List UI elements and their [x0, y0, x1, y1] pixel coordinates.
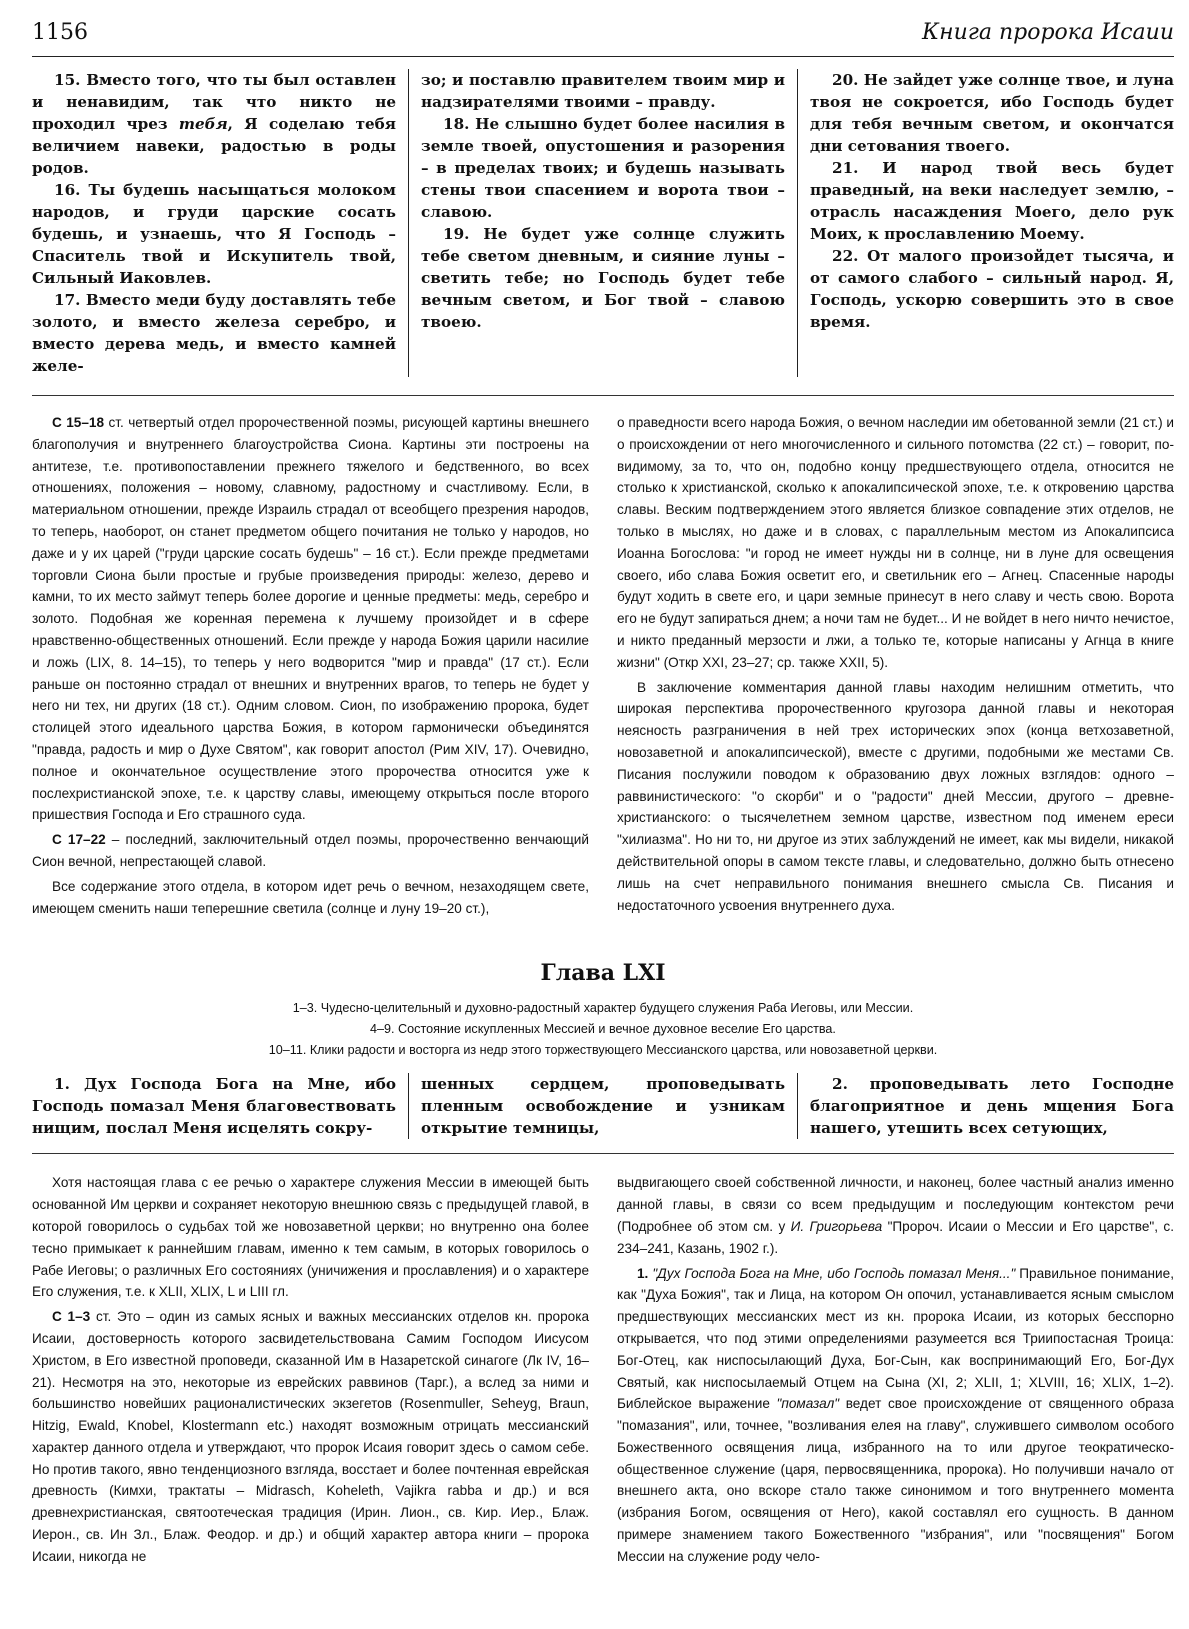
verse-2: 2. проповедывать лето Господне благоприятное и день мщения Бога нашего, утешить всех сетующих, — [810, 1075, 1174, 1138]
verse-18: 18. Не слышно будет более насилия в земле твоей, опустошения и разорения – в пределах твоих; и будешь называть стены твои спасением и ворота твои – славою. — [421, 115, 785, 221]
commentary-left-column — [32, 412, 603, 922]
scripture-column-3 — [797, 69, 1174, 377]
commentary-block-bottom — [32, 1172, 1174, 1570]
commentary-paragraph: Все содержание этого отдела, в котором идет речь о вечном, незаходящем свете, имеющем сменить наши теперешние светила (солнце и луну 19–20 ст.), — [32, 878, 589, 916]
scripture-column-1 — [32, 1073, 408, 1139]
page-number: 1156 — [32, 20, 88, 45]
book-page — [32, 10, 1174, 1620]
section-divider — [32, 395, 1174, 396]
scripture-column-2 — [408, 1073, 797, 1139]
verse-22: 22. От малого произойдет тысяча, и от самого слабого – сильный народ. Я, Господь, ускорю совершить это в свое время. — [810, 247, 1174, 331]
scripture-column-2 — [408, 69, 797, 377]
commentary-paragraph: выдвигающего своей собственной личности, и наконец, более частный анализ именно данной главы, в связи со всем предыдущим и последующим контекстом речи (Подробнее об этом см. у И. Григорьева "Пророч. Исаии о Мессии и Его царстве", с. 234–241, Казань, 1902 г.). — [617, 1175, 1174, 1256]
summary-line: 4–9. Состояние искупленных Мессией и вечное духовное веселие Его царства. — [370, 1022, 836, 1037]
chapter-summary — [32, 998, 1174, 1061]
commentary-paragraph: В заключение комментария данной главы находим нелишним отметить, что широкая перспектива пророчественного кругозора данной главы и некоторая неясность разграничения в ней трех исторических эпох (конца ветхозаветной, новозаветной и апокалипсической), вместе с другими, подобными же местами Св. Писания послужили поводом к образованию двух ложных взглядов: одного – раввинистического: "о скорби" и о "радости" дней Мессии, другого – древне-христианского: о тысячелетнем земном царстве, известном под именем ереси "хилиазма". Но ни то, ни другое из этих заблуждений не имеет, как мы видели, никакой действительной опоры в самом тексте главы, и следовательно, должно быть отнесено лишь на счет неправильного понимания внешнего смысла Св. Писания и недостаточного усвоения внутреннего духа. — [617, 679, 1174, 913]
summary-line: 1–3. Чудесно-целительный и духовно-радостный характер будущего служения Раба Иеговы, или Мессии. — [292, 1001, 914, 1016]
scripture-column-3 — [797, 1073, 1174, 1139]
summary-line: 10–11. Клики радости и восторга из недр этого торжествующего Мессианского царства, или новозаветной церкви. — [268, 1043, 938, 1058]
scripture-column-1 — [32, 69, 408, 377]
verse-15: 15. Вместо того, что ты был оставлен и ненавидим, так что никто не проходил чрез тебя, Я соделаю тебя величием навеки, радостью в роды родов. — [32, 71, 396, 177]
commentary-left-column — [32, 1172, 603, 1570]
scripture-block-top — [32, 69, 1174, 377]
commentary-paragraph: о праведности всего народа Божия, о вечном наследии им обетованной земли (21 ст.) и о происхождении от него многочисленного и сильного потомства (22 ст.) – говорит, по-видимому, за то, что он, подобно концу предшествующего отдела, относится не столько к христианской, сколько к апокалипсической эпохе, т.е. к откровению царства славы. Веским подтверждением этого является близкое совпадение этих отделов, не только в мыслях, но даже и в словах, с параллельным местом из Апокалипсиса Иоанна Богослова: "и город не имеет нужды ни в солнце, ни в луне для освещения своего, ибо слава Божия осветит его, и светильник его – Агнец. Спасенные народы будут ходить в свете его, и цари земные принесут в него славу и честь свою. Ворота его не будут запираться днем; а ночи там не будет... И не войдет в него ничто нечистое, и никто преданный мерзости и лжи, а только те, которые написаны у Агнца в книге жизни" (Откр XXI, 23–27; ср. также XXII, 5). — [617, 415, 1174, 670]
commentary-paragraph: С 15–18 ст. четвертый отдел пророчественной поэмы, рисующей картины внешнего благополучия и внутреннего благоустройства Сиона. Картины эти построены на антитезе, т.е. противопоставлении прежнего тяжелого и бедственного, во всех отношениях, положения – новому, славному, радостному и счастливому. Если, в материальном отношении, прежде Израиль страдал от всеобщего презрения народов, то теперь, наоборот, он станет предметом общего почитания не только у народов, но даже и у их царей ("груди царские сосать будешь" – 16 ст.). Если прежде предметами торговли Сиона были простые и грубые произведения природы: железо, дерево и камни, то их место займут теперь более дорогие и ценные предметы: медь, серебро и золото. Подобная же коренная перемена к лучшему произойдет и в сфере нравственно-общественных отношений. Если прежде у народа Божия царили насилие и ложь (LIX, 8. 14–15), то теперь у него водворится "мир и правда" (17 ст.). Если раньше он постоянно страдал от внешних и внутренних врагов, то теперь не будет у него ни тех, ни других (18 ст.). Одним словом. Сион, по изображению пророка, будет столицей этого идеального царства Божия, в котором гармонически объединятся "правда, радость и мир о Духе Святом", как говорит апостол (Рим XIV, 17). Очевидно, полное и окончательное осуществление этого пророчества относится уже к послехристианской эпохе, т.е. к царству славы, имеющему открыться после второго пришествия Господа и Его страшного суда. — [32, 415, 590, 823]
commentary-block-top — [32, 412, 1174, 922]
verse-17-continued: зо; и поставлю правителем твоим мир и надзирателями твоими – правду. — [421, 71, 785, 111]
commentary-paragraph: С 1–3 ст. Это – один из самых ясных и важных мессианских отделов кн. пророка Исаии, достоверность которого засвидетельствована Самим Господом Иисусом Христом, в Его известной проповеди, сказанной Им в Назаретской синагоге (Лк IV, 16–21). Несмотря на это, некоторые из еврейских раввинов (Тарг.), а вслед за ними и большинство новейших рационалистических экзегетов (Rosenmuller, Seheyg, Braun, Hitzig, Ewald, Knobel, Klostermann etc.) находят возможным отрицать мессианский характер данного отдела и утверждают, что пророк Исаия говорит здесь о самом себе. Но против такого, явно тенденциозного взгляда, восстает и более почтенная еврейская древность (Кимхи, трактаты – Midrasch, Koheleth, Vajikra rabba и др.) и вся древнехристианская, святоотеческая традиция (Ирин. Лион., св. Кир. Иер., Блаж. Иерон., св. Ин Зл., Блаж. Феодор. и др.) и общий характер автора книги – пророка Исаии, никогда не — [32, 1309, 590, 1564]
commentary-paragraph: С 17–22 – последний, заключительный отдел поэмы, пророчественно венчающий Сион вечной, непрестающей славой. — [32, 832, 589, 869]
commentary-paragraph: Хотя настоящая глава с ее речью о характере служения Мессии в имеющей быть основанной Им церкви и сохраняет некоторую внешнюю связь с предыдущей главой, в которой говорилось о судьбах той же новозаветной церкви; но внутренно она более тесно примыкает к раннейшим главам, именно к тем самым, в которых говорилось о Рабе Иеговы; о различных Его состояниях (уничижения и прославления) и о характере Его служения, т.е. к XLII, XLIX, L и LIII гл. — [32, 1175, 589, 1300]
verse-1-continued: шенных сердцем, проповедывать пленным освобождение и узникам открытие темницы, — [421, 1075, 785, 1138]
verse-1: 1. Дух Господа Бога на Мне, ибо Господь помазал Меня благовествовать нищим, послал Меня исцелять сокру- — [32, 1075, 396, 1138]
scripture-block-bottom — [32, 1073, 1174, 1139]
commentary-right-column — [603, 412, 1174, 922]
verse-17: 17. Вместо меди буду доставлять тебе золото, и вместо железа серебро, и вместо дерева медь, и вместо камней желе- — [32, 291, 396, 375]
verse-20: 20. Не зайдет уже солнце твое, и луна твоя не сокроется, ибо Господь будет для тебя вечным светом, и окончатся дни сетования твоего. — [810, 71, 1174, 155]
running-title: Книга пророка Исаии — [922, 20, 1174, 45]
verse-16: 16. Ты будешь насыщаться молоком народов, и груди царские сосать будешь, и узнаешь, что Я Господь – Спаситель твой и Искупитель твой, Сильный Иаковлев. — [32, 181, 396, 287]
page-header — [32, 10, 1174, 57]
chapter-title: Глава LXI — [540, 960, 666, 987]
section-divider — [32, 1153, 1174, 1154]
verse-19: 19. Не будет уже солнце служить тебе светом дневным, и сияние луны – светить тебе; но Господь будет тебе вечным светом, и Бог твой – славою твоею. — [421, 225, 785, 331]
commentary-paragraph: 1. "Дух Господа Бога на Мне, ибо Господь помазал Меня..." Правильное понимание, как "Духа Божия", так и Лица, на котором Он опочил, устанавливается ясным смыслом предшествующих мессианских мест из кн. пророка Исаии, из которых бесспорно открывается, что под этими определениями разумеется вся Триипостасная Троица: Бог-Отец, как ниспосылающий Духа, Бог-Сын, как воспринимающий Его, Бог-Дух Святый, как ниспосылаемый Отцем на Сына (XI, 2; XLII, 1; XLVIII, 16; XLIX, 1–2). Библейское выражение "помазал" ведет свое происхождение от священного образа "помазания", или, точнее, "возливания елея на главу", служившего символом особого Божественного освящения лица, избранного на то или другое теократическо-общественное служение (царя, первосвященника, пророка). Но получивши начало от внешнего акта, оно вскоре стало также синонимом и того внутреннего момента (избрания Богом, освящения от Него), какой составлял его сущность. В данном примере знамением такого Божественного "избрания", или "посвящения" Богом Мессии на служение роду чело- — [617, 1265, 1174, 1564]
commentary-right-column — [603, 1172, 1174, 1570]
verse-21: 21. И народ твой весь будет праведный, на веки наследует землю, – отрасль насаждения Моего, дело рук Моих, к прославлению Моему. — [810, 159, 1174, 243]
